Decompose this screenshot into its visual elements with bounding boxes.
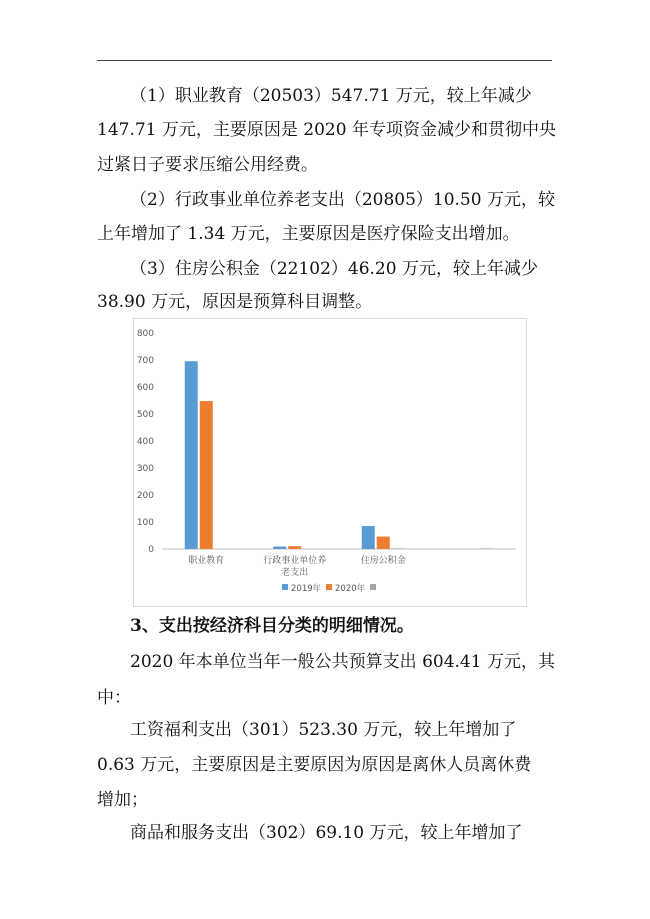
- text-line: 上年增加了 1.34 万元，主要原因是医疗保险支出增加。: [97, 224, 520, 244]
- text-line: 工资福利支出（301）523.30 万元，较上年增加了: [130, 720, 517, 740]
- chart-svg: [134, 319, 526, 606]
- y-tick-label: 800: [136, 329, 154, 339]
- x-tick-label: 职业教育: [188, 556, 225, 566]
- text-line: 过紧日子要求压缩公用经费。: [97, 155, 318, 175]
- y-tick-label: 700: [136, 356, 154, 366]
- bar: [185, 361, 198, 549]
- y-tick-label: 600: [136, 383, 154, 393]
- legend-swatch: [282, 584, 288, 590]
- text-line: （1）职业教育（20503）547.71 万元，较上年减少: [130, 86, 532, 106]
- header-rule: [97, 60, 552, 61]
- y-tick-label: 100: [136, 518, 154, 528]
- y-tick-label: 400: [136, 437, 154, 447]
- bar: [480, 548, 493, 549]
- bar: [377, 537, 390, 549]
- text-line: 增加；: [97, 790, 148, 810]
- bar-chart: [133, 318, 527, 607]
- section-heading: 3、支出按经济科目分类的明细情况。: [130, 616, 414, 636]
- y-tick-label: 0: [148, 545, 154, 555]
- x-tick-label: 住房公积金: [360, 556, 406, 566]
- y-tick-label: 500: [136, 410, 154, 420]
- legend-label: 2019年: [291, 584, 322, 594]
- text-line: 147.71 万元，主要原因是 2020 年专项资金减少和贯彻中央: [97, 120, 556, 140]
- bar: [392, 548, 405, 549]
- bar: [362, 526, 375, 549]
- x-tick-label: 老支出: [281, 568, 309, 578]
- y-tick-label: 200: [136, 491, 154, 501]
- x-tick-label: 行政事业单位养: [263, 556, 327, 566]
- legend-swatch: [370, 584, 376, 590]
- text-line: 0.63 万元，主要原因是主要原因为原因是离休人员离休费: [97, 755, 532, 775]
- bar: [288, 546, 301, 549]
- y-tick-label: 300: [136, 464, 154, 474]
- text-line: （3）住房公积金（22102）46.20 万元，较上年减少: [130, 259, 538, 279]
- text-line: 38.90 万元，原因是预算科目调整。: [97, 292, 373, 312]
- bar: [200, 401, 213, 549]
- text-line: （2）行政事业单位养老支出（20805）10.50 万元，较: [130, 190, 555, 210]
- bar: [273, 547, 286, 549]
- text-line: 中：: [97, 688, 131, 708]
- text-line: 2020 年本单位当年一般公共预算支出 604.41 万元，其: [130, 652, 555, 672]
- legend-swatch: [326, 584, 332, 590]
- text-line: 商品和服务支出（302）69.10 万元，较上年增加了: [130, 823, 523, 843]
- legend-label: 2020年: [335, 584, 366, 594]
